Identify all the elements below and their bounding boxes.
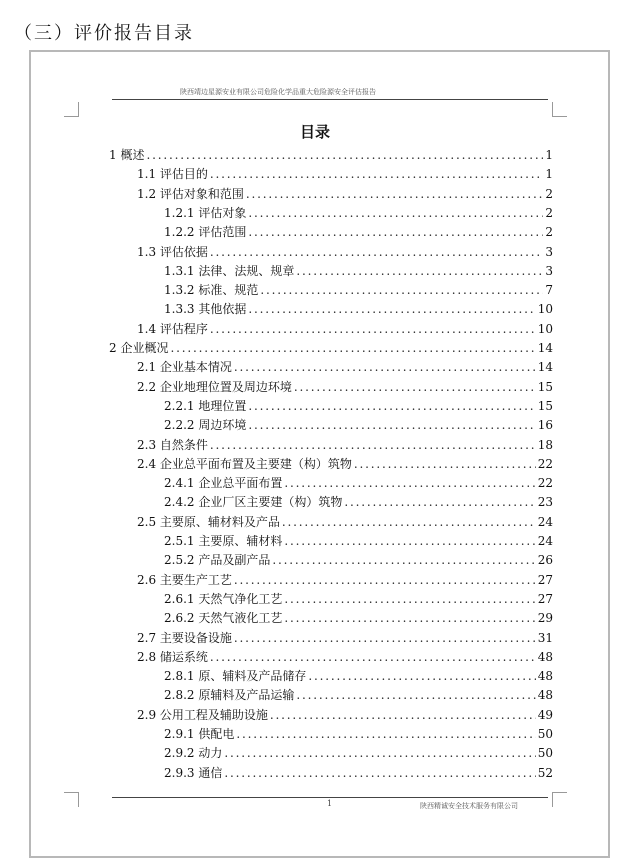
toc-entry-label: 2.9.3 通信 [164, 765, 223, 780]
toc-entry-page-number: 27 [537, 572, 553, 587]
toc-entry-label: 2.4 企业总平面布置及主要建（构）筑物 [137, 456, 352, 471]
toc-entry[interactable] [137, 185, 553, 204]
toc-entry-page-number: 48 [537, 688, 553, 703]
toc-entry[interactable] [164, 204, 553, 223]
toc-entry-label: 2 企业概况 [109, 341, 169, 355]
toc-dot-leader [236, 725, 535, 744]
toc-entry-label: 2.4.1 企业总平面布置 [164, 476, 283, 491]
toc-dot-leader [234, 629, 536, 648]
toc-entry[interactable] [164, 416, 553, 435]
toc-entry[interactable] [137, 165, 553, 184]
toc-dot-leader [248, 397, 535, 416]
toc-entry-page-number: 50 [537, 727, 553, 741]
toc-dot-leader [296, 262, 543, 281]
toc-entry-label: 2.5.2 产品及副产品 [164, 553, 271, 568]
toc-entry-page-number: 49 [537, 707, 553, 722]
toc-dot-leader [234, 358, 536, 377]
toc-entry-label: 1.2 评估对象和范围 [137, 186, 244, 201]
toc-entry-page-number: 10 [537, 302, 553, 317]
toc-entry-page-number: 15 [537, 398, 553, 413]
page-footer-company: 陕西精诚安全技术服务有限公司 [420, 802, 518, 810]
toc-dot-leader [146, 146, 543, 165]
toc-dot-leader [248, 223, 543, 242]
toc-entry[interactable] [164, 262, 553, 281]
toc-entry-page-number: 14 [537, 341, 553, 355]
toc-entry-page-number: 10 [537, 321, 553, 336]
toc-entry-label: 1.3.2 标准、规范 [164, 283, 259, 298]
toc-entry-label: 2.2.2 周边环境 [164, 418, 247, 433]
toc-entry[interactable] [164, 609, 553, 628]
toc-dot-leader [270, 706, 536, 725]
toc-entry[interactable] [164, 281, 553, 300]
toc-entry[interactable] [164, 532, 553, 551]
toc-dot-leader [284, 532, 535, 551]
page-header-text: 陕西靖边星源安业有限公司危险化学品重大危险源安全评估报告 [180, 88, 376, 96]
toc-dot-leader [260, 281, 543, 300]
toc-entry-label: 1.3.3 其他依据 [164, 302, 247, 317]
page-header-rule [112, 99, 548, 100]
toc-entry-label: 1.3.1 法律、法规、规章 [164, 263, 295, 278]
toc-entry-page-number: 18 [537, 437, 553, 452]
toc-entry-page-number: 31 [537, 630, 553, 645]
toc-entry-page-number: 2 [545, 205, 553, 220]
toc-dot-leader [284, 474, 535, 493]
toc-entry-label: 1 概述 [109, 148, 145, 162]
toc-entry[interactable] [137, 378, 553, 397]
toc-entry-label: 1.2.1 评估对象 [164, 205, 247, 220]
toc-entry-label: 2.6.1 天然气净化工艺 [164, 591, 283, 606]
toc-entry-page-number: 1 [545, 167, 553, 182]
toc-entry-label: 1.3 评估依据 [137, 244, 208, 259]
toc-entry-page-number: 22 [537, 476, 553, 491]
section-heading: （三）评价报告目录 [14, 23, 194, 44]
toc-entry-label: 1.4 评估程序 [137, 321, 208, 336]
toc-entry-page-number: 24 [537, 514, 553, 529]
toc-entry-label: 2.6 主要生产工艺 [137, 572, 232, 587]
toc-entry[interactable] [164, 725, 553, 744]
toc-entry[interactable] [137, 358, 553, 377]
toc-dot-leader [296, 686, 535, 705]
toc-entry-label: 2.5.1 主要原、辅材料 [164, 534, 283, 548]
toc-dot-leader [294, 378, 536, 397]
toc-entry-page-number: 27 [537, 591, 553, 606]
toc-entry-page-number: 14 [537, 360, 553, 375]
crop-mark-bottom-right [552, 792, 567, 807]
toc-entry-page-number: 15 [537, 379, 553, 394]
toc-entry-label: 2.9.1 供配电 [164, 727, 235, 741]
toc-dot-leader [224, 764, 535, 783]
toc-dot-leader [210, 165, 543, 184]
toc-entry[interactable] [137, 706, 553, 725]
toc-dot-leader [210, 648, 536, 667]
toc-entry-label: 2.3 自然条件 [137, 437, 208, 452]
toc-title: 目录 [300, 123, 331, 141]
toc-dot-leader [210, 243, 543, 262]
toc-entry[interactable] [164, 686, 553, 705]
toc-entry[interactable] [164, 397, 553, 416]
toc-entry[interactable] [137, 243, 553, 262]
toc-entry-label: 1.2.2 评估范围 [164, 225, 247, 240]
toc-entry-page-number: 7 [545, 283, 553, 298]
toc-entry[interactable] [164, 551, 553, 570]
toc-entry-label: 2.8 储运系统 [137, 649, 208, 664]
toc-dot-leader [282, 513, 536, 532]
crop-mark-top-left [64, 102, 79, 117]
crop-mark-top-right [552, 102, 567, 117]
toc-dot-leader [272, 551, 535, 570]
toc-entry-page-number: 23 [537, 495, 553, 510]
toc-entry-page-number: 26 [537, 553, 553, 568]
toc-dot-leader [210, 436, 536, 455]
toc-entry-page-number: 24 [537, 534, 553, 548]
toc-entry[interactable] [137, 648, 553, 667]
toc-entry[interactable] [137, 436, 553, 455]
toc-entry[interactable] [137, 571, 553, 590]
toc-dot-leader [210, 320, 536, 339]
toc-entry-label: 2.6.2 天然气液化工艺 [164, 611, 283, 626]
toc-dot-leader [284, 609, 535, 628]
toc-entry[interactable] [164, 474, 553, 493]
toc-dot-leader [344, 493, 535, 512]
toc-entry-page-number: 3 [545, 244, 553, 259]
toc-dot-leader [248, 416, 535, 435]
toc-entry-label: 1.1 评估目的 [137, 167, 208, 182]
toc-dot-leader [170, 339, 535, 358]
page-footer-rule [112, 797, 548, 798]
toc-entry-label: 2.8.1 原、辅料及产品储存 [164, 669, 307, 684]
toc-entry-page-number: 50 [537, 746, 553, 761]
toc-entry[interactable] [109, 339, 553, 358]
toc-dot-leader [246, 185, 543, 204]
toc-entry-label: 2.8.2 原辅料及产品运输 [164, 688, 295, 703]
toc-entry-page-number: 2 [545, 225, 553, 240]
toc-entry[interactable] [137, 513, 553, 532]
toc-entry-page-number: 52 [537, 765, 553, 780]
crop-mark-bottom-left [64, 792, 79, 807]
toc-dot-leader [234, 571, 536, 590]
page-footer-number: 1 [327, 799, 333, 808]
toc-entry[interactable] [164, 493, 553, 512]
toc-entry-page-number: 3 [545, 263, 553, 278]
toc-dot-leader [248, 300, 535, 319]
toc-entry-page-number: 16 [537, 418, 553, 433]
toc-entry-label: 2.7 主要设备设施 [137, 630, 232, 645]
toc-dot-leader [224, 744, 535, 763]
toc-dot-leader [248, 204, 543, 223]
toc-entry[interactable] [137, 320, 553, 339]
toc-entry-label: 2.5 主要原、辅材料及产品 [137, 514, 280, 529]
toc-entry-label: 2.2.1 地理位置 [164, 398, 247, 413]
toc-entry-label: 2.1 企业基本情况 [137, 360, 232, 375]
toc-entry[interactable] [164, 223, 553, 242]
toc-entry[interactable] [164, 744, 553, 763]
toc-entry-page-number: 29 [537, 611, 553, 626]
toc-entry[interactable] [164, 667, 553, 686]
toc-entry[interactable] [137, 455, 553, 474]
toc-dot-leader [284, 590, 535, 609]
toc-entry[interactable] [137, 629, 553, 648]
toc-entry-label: 2.2 企业地理位置及周边环境 [137, 379, 292, 394]
toc-entry-page-number: 48 [537, 649, 553, 664]
toc-entry-page-number: 1 [545, 148, 553, 162]
toc-entry-page-number: 48 [537, 669, 553, 684]
toc-entry-label: 2.4.2 企业厂区主要建（构）筑物 [164, 495, 343, 510]
toc-dot-leader [354, 455, 536, 474]
toc-dot-leader [308, 667, 535, 686]
toc-entry-page-number: 2 [545, 186, 553, 201]
toc-entry-label: 2.9 公用工程及辅助设施 [137, 707, 268, 722]
toc-entry[interactable] [164, 590, 553, 609]
toc-entry[interactable] [109, 146, 553, 165]
toc-entry-label: 2.9.2 动力 [164, 746, 223, 761]
toc-entry[interactable] [164, 300, 553, 319]
toc-entry[interactable] [164, 764, 553, 783]
toc-entry-page-number: 22 [537, 456, 553, 471]
